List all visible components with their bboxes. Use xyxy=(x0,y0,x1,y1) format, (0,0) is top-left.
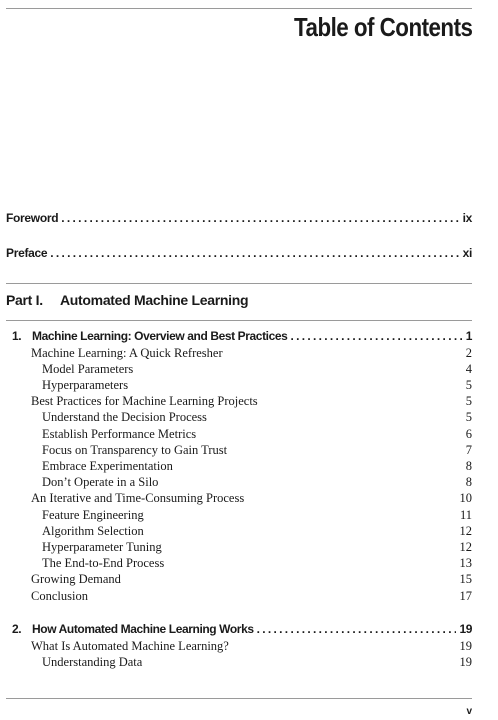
toc-entry[interactable] xyxy=(42,378,472,394)
entry-title: Algorithm Selection xyxy=(42,524,144,538)
toc-entry[interactable] xyxy=(42,443,472,459)
entry-title: Understanding Data xyxy=(42,655,143,669)
entry-page: 19 xyxy=(459,655,472,669)
chapter-rule xyxy=(6,320,472,321)
toc-entry[interactable] xyxy=(42,540,472,556)
toc-entry[interactable] xyxy=(31,394,472,410)
toc-preface[interactable] xyxy=(6,246,472,260)
part-title: Automated Machine Learning xyxy=(60,292,249,308)
entry-page: 13 xyxy=(459,556,472,570)
entry-title: Model Parameters xyxy=(42,362,134,376)
entry-title: What Is Automated Machine Learning? xyxy=(31,639,229,653)
part-number: Part I. xyxy=(6,292,43,308)
entry-title: Focus on Transparency to Gain Trust xyxy=(42,443,228,457)
entry-title: Establish Performance Metrics xyxy=(42,427,197,441)
entry-page: 4 xyxy=(465,362,472,376)
dot-leader xyxy=(50,246,459,260)
toc-entry[interactable] xyxy=(42,508,472,524)
toc-entry[interactable] xyxy=(42,524,472,540)
dot-leader xyxy=(290,329,462,343)
preface-page: xi xyxy=(462,246,472,260)
entry-page: 8 xyxy=(465,459,472,473)
entry-title: Best Practices for Machine Learning Projects xyxy=(31,394,258,408)
entry-page: 5 xyxy=(465,410,472,424)
part-rule xyxy=(6,283,472,284)
entry-title: Understand the Decision Process xyxy=(42,410,207,424)
top-rule xyxy=(6,8,472,9)
entry-page: 2 xyxy=(465,346,472,360)
toc-entry[interactable] xyxy=(42,410,472,426)
entry-title: Hyperparameters xyxy=(42,378,129,392)
dot-leader xyxy=(61,211,459,225)
foreword-page: ix xyxy=(462,211,472,225)
entry-page: 6 xyxy=(465,427,472,441)
toc-entry[interactable] xyxy=(42,362,472,378)
toc-entry[interactable] xyxy=(31,572,472,588)
chapter-number: 1. xyxy=(12,329,22,343)
entry-page: 17 xyxy=(459,589,472,603)
entry-title: Hyperparameter Tuning xyxy=(42,540,162,554)
entry-title: Conclusion xyxy=(31,589,88,603)
toc-entry[interactable] xyxy=(31,589,472,605)
entry-page: 19 xyxy=(459,639,472,653)
entry-page: 5 xyxy=(465,394,472,408)
footer-rule xyxy=(6,698,472,699)
preface-title: Preface xyxy=(6,246,48,260)
toc-entry[interactable] xyxy=(42,475,472,491)
entry-title: Don’t Operate in a Silo xyxy=(42,475,159,489)
toc-entry[interactable] xyxy=(31,491,472,507)
chapter-title: How Automated Machine Learning Works xyxy=(32,622,254,636)
chapter-number: 2. xyxy=(12,622,22,636)
toc-entry[interactable] xyxy=(31,639,472,655)
toc-entry[interactable] xyxy=(42,556,472,572)
entry-page: 7 xyxy=(465,443,472,457)
toc-entry[interactable] xyxy=(31,346,472,362)
page-title: Table of Contents xyxy=(293,12,472,42)
chapter-2[interactable] xyxy=(12,622,472,636)
entry-page: 8 xyxy=(465,475,472,489)
entry-page: 12 xyxy=(459,524,472,538)
toc-entry[interactable] xyxy=(42,459,472,475)
entry-title: An Iterative and Time-Consuming Process xyxy=(31,491,245,505)
chapter-page: 19 xyxy=(459,622,472,636)
toc-foreword[interactable] xyxy=(6,211,472,225)
entry-page: 10 xyxy=(459,491,472,505)
entry-title: Machine Learning: A Quick Refresher xyxy=(31,346,223,360)
entry-page: 15 xyxy=(459,572,472,586)
entry-title: Feature Engineering xyxy=(42,508,144,522)
chapter-title: Machine Learning: Overview and Best Practices xyxy=(32,329,288,343)
entry-page: 12 xyxy=(459,540,472,554)
entry-title: The End-to-End Process xyxy=(42,556,165,570)
chapter-page: 1 xyxy=(465,329,472,343)
foreword-title: Foreword xyxy=(6,211,59,225)
entry-title: Growing Demand xyxy=(31,572,121,586)
page-number: v xyxy=(466,706,472,717)
toc-entry[interactable] xyxy=(42,655,472,671)
part-heading xyxy=(6,292,248,308)
entry-page: 5 xyxy=(465,378,472,392)
chapter-1[interactable] xyxy=(12,329,472,343)
dot-leader xyxy=(257,622,457,636)
entry-page: 11 xyxy=(459,508,472,522)
toc-entry[interactable] xyxy=(42,427,472,443)
entry-title: Embrace Experimentation xyxy=(42,459,173,473)
